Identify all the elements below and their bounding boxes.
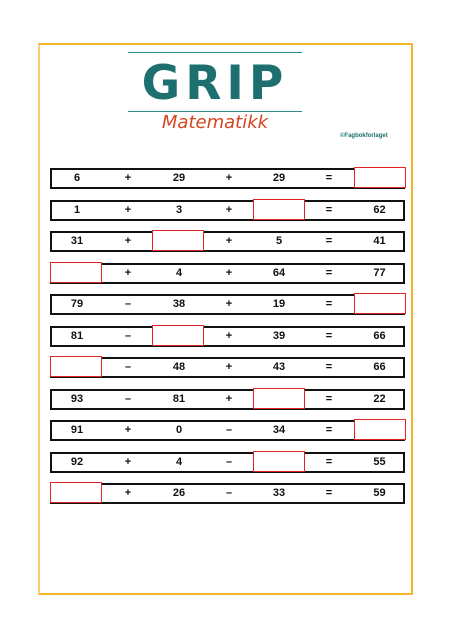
equation-term-3: 64: [272, 266, 286, 279]
equation-operator-2: –: [225, 424, 233, 436]
equation-term-2: 48: [172, 361, 186, 373]
equation-term-3: 34: [272, 424, 286, 436]
equation-equals-sign: =: [325, 266, 333, 279]
equation-result: 55: [373, 455, 386, 468]
equation-operator-2: +: [225, 392, 233, 405]
equation-term-1: 92: [70, 455, 84, 468]
equation-result: 66: [373, 361, 386, 373]
equation-row: [50, 452, 405, 473]
equation-operator-2: –: [225, 487, 233, 499]
equation-operator-1: –: [124, 329, 132, 342]
equation-term-2: 4: [175, 455, 183, 468]
equation-term-3: 5: [275, 235, 283, 247]
equation-term-2: 26: [172, 487, 186, 499]
equation-operator-2: +: [225, 172, 233, 184]
equation-term-1: 79: [70, 298, 84, 310]
equation-operator-1: +: [124, 487, 132, 499]
equation-operator-2: +: [225, 329, 233, 342]
equation-operator-2: +: [225, 203, 233, 216]
equation-result: 59: [373, 487, 386, 499]
equation-term-2: 38: [172, 298, 186, 310]
equation-row: [50, 420, 405, 441]
equation-equals-sign: =: [325, 455, 333, 468]
equation-term-1: 91: [70, 424, 84, 436]
equation-term-1: 31: [70, 235, 84, 247]
equation-operator-1: –: [124, 361, 132, 373]
equation-term-1: 93: [70, 392, 84, 405]
equation-equals-sign: =: [325, 329, 333, 342]
equation-term-1: 6: [73, 172, 81, 184]
equation-operator-1: +: [124, 455, 132, 468]
equation-operator-1: –: [124, 392, 132, 405]
equation-row: [50, 294, 405, 315]
equation-result: 77: [373, 266, 386, 279]
equation-row: [50, 326, 405, 347]
equation-equals-sign: =: [325, 361, 333, 373]
equation-operator-1: +: [124, 266, 132, 279]
equation-list: [50, 168, 405, 515]
equation-term-2: 3: [175, 203, 183, 216]
answer-box[interactable]: [50, 356, 102, 377]
equation-row: [50, 483, 405, 504]
equation-result: 62: [373, 203, 386, 216]
answer-box[interactable]: [152, 325, 204, 346]
logo-top-rule: [128, 52, 302, 53]
equation-result: 41: [373, 235, 386, 247]
equation-row: [50, 200, 405, 221]
equation-term-3: 39: [272, 329, 286, 342]
answer-box[interactable]: [354, 293, 406, 314]
answer-box[interactable]: [253, 451, 305, 472]
equation-term-1: 1: [73, 203, 81, 216]
equation-result: 22: [373, 392, 386, 405]
equation-equals-sign: =: [325, 424, 333, 436]
equation-operator-2: +: [225, 266, 233, 279]
equation-term-3: 43: [272, 361, 286, 373]
equation-operator-1: +: [124, 172, 132, 184]
equation-operator-2: +: [225, 361, 233, 373]
equation-term-3: 19: [272, 298, 286, 310]
equation-row: [50, 263, 405, 284]
equation-operator-1: –: [124, 298, 132, 310]
equation-row: [50, 357, 405, 378]
equation-operator-1: +: [124, 235, 132, 247]
equation-equals-sign: =: [325, 298, 333, 310]
equation-result: 66: [373, 329, 386, 342]
equation-term-2: 81: [172, 392, 186, 405]
equation-operator-1: +: [124, 203, 132, 216]
equation-term-2: 0: [175, 424, 183, 436]
equation-row: [50, 389, 405, 410]
equation-equals-sign: =: [325, 487, 333, 499]
answer-box[interactable]: [354, 419, 406, 440]
answer-box[interactable]: [50, 482, 102, 503]
equation-term-3: 29: [272, 172, 286, 184]
equation-operator-2: +: [225, 235, 233, 247]
publisher-credit: ©Fagbokforlaget: [340, 133, 388, 139]
equation-operator-1: +: [124, 424, 132, 436]
equation-equals-sign: =: [325, 235, 333, 247]
answer-box[interactable]: [152, 230, 204, 251]
equation-term-3: 33: [272, 487, 286, 499]
equation-equals-sign: =: [325, 172, 333, 184]
logo-wordmark: GRIP: [141, 56, 289, 111]
logo-subtitle: Matematikk: [161, 112, 269, 133]
equation-row: [50, 168, 405, 189]
equation-operator-2: +: [225, 298, 233, 310]
answer-box[interactable]: [253, 388, 305, 409]
equation-operator-2: –: [225, 455, 233, 468]
answer-box[interactable]: [50, 262, 102, 283]
answer-box[interactable]: [253, 199, 305, 220]
equation-term-1: 81: [70, 329, 84, 342]
equation-row: [50, 231, 405, 252]
equation-term-2: 29: [172, 172, 186, 184]
equation-equals-sign: =: [325, 392, 333, 405]
equation-equals-sign: =: [325, 203, 333, 216]
answer-box[interactable]: [354, 167, 406, 188]
equation-term-2: 4: [175, 266, 183, 279]
grip-logo: [128, 52, 302, 132]
